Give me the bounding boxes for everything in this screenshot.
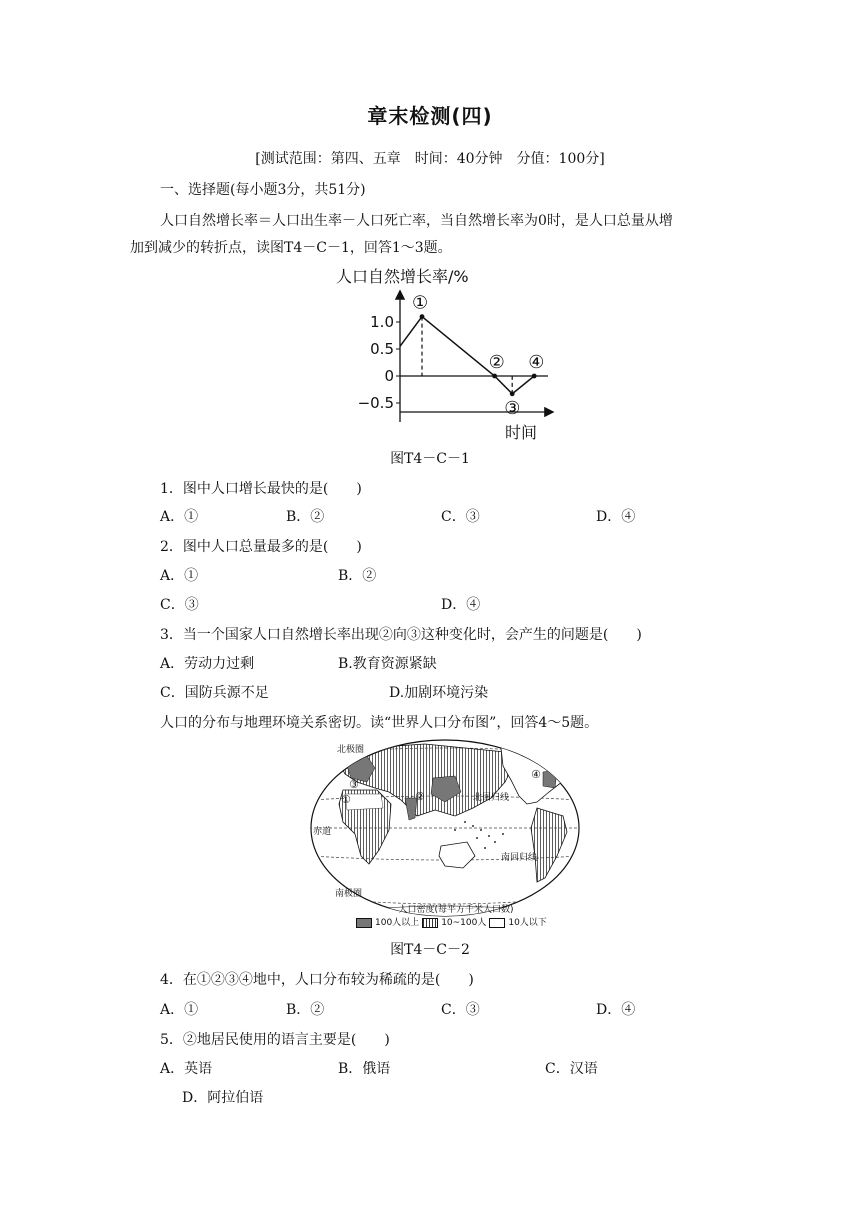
q3-option-c[interactable]: C．国防兵源不足 (160, 685, 269, 701)
q4-option-b[interactable]: B．② (286, 1002, 325, 1018)
intro-1-line-2: 加到减少的转折点，读图T4－C－1，回答1～3题。 (130, 240, 452, 256)
chart-ylabel: 人口自然增长率/% (336, 267, 469, 286)
label-equator: 赤道 (313, 827, 332, 837)
chart-xlabel: 时间 (505, 423, 538, 442)
legend-swatch-sparse (489, 918, 505, 928)
q3-stem: 3．当一个国家人口自然增长率出现②向③这种变化时，会产生的问题是( ) (160, 627, 642, 643)
q1-option-c[interactable]: C．③ (441, 509, 480, 525)
q1-option-d[interactable]: D．④ (596, 509, 636, 525)
point-label: ③ (504, 397, 521, 419)
page-title: 章末检测(四) (367, 104, 493, 128)
q5-option-c[interactable]: C．汉语 (545, 1061, 598, 1077)
label-north-polar: 北极圈 (337, 745, 365, 755)
data-point (492, 374, 497, 379)
legend-title: 人口密度(每平方千米人口数) (398, 905, 514, 915)
marker-1: ① (341, 793, 351, 806)
q2-option-d[interactable]: D．④ (441, 597, 481, 613)
legend-label-dense: 100人以上 (375, 918, 420, 928)
point-label: ② (488, 352, 505, 373)
label-tropic-capricorn: 南回归线 (501, 853, 538, 863)
q1-option-b[interactable]: B．② (286, 509, 325, 525)
q5-option-d[interactable]: D．阿拉伯语 (182, 1090, 264, 1106)
q2-option-a[interactable]: A．① (160, 568, 199, 584)
q3-option-b[interactable]: B.教育资源紧缺 (338, 656, 437, 672)
q5-option-b[interactable]: B．俄语 (338, 1061, 391, 1077)
q4-option-a[interactable]: A．① (160, 1002, 199, 1018)
q4-option-c[interactable]: C．③ (441, 1002, 480, 1018)
legend-swatch-medium (422, 918, 438, 928)
map-legend (356, 904, 556, 929)
point-label: ① (412, 292, 429, 314)
data-point (420, 314, 425, 319)
figure-2-caption: 图T4－C－2 (390, 942, 470, 958)
figure-1-caption: 图T4－C－1 (390, 451, 470, 467)
marker-4: ④ (531, 768, 541, 781)
q3-option-d[interactable]: D.加剧环境污染 (389, 685, 489, 701)
data-point (532, 374, 537, 379)
q2-option-b[interactable]: B．② (338, 568, 377, 584)
q3-option-a[interactable]: A．劳动力过剩 (160, 656, 255, 672)
marker-2: ② (415, 790, 425, 803)
q5-option-a[interactable]: A．英语 (160, 1061, 213, 1077)
marker-3: ③ (349, 778, 359, 791)
growth-rate-chart (320, 262, 570, 447)
legend-label-sparse: 10人以下 (508, 918, 547, 928)
intro-2: 人口的分布与地理环境关系密切。读“世界人口分布图”，回答4～5题。 (160, 715, 599, 731)
point-label: ④ (528, 352, 545, 373)
q1-stem: 1．图中人口增长最快的是( ) (160, 481, 362, 497)
y-tick-label: 1.0 (370, 313, 394, 331)
q2-stem: 2．图中人口总量最多的是( ) (160, 539, 362, 555)
label-south-polar: 南极圈 (335, 889, 363, 899)
series-line (400, 317, 534, 394)
legend-swatch-dense (356, 918, 372, 928)
data-point (510, 391, 515, 396)
q1-option-a[interactable]: A．① (160, 509, 199, 525)
section-heading: 一、选择题(每小题3分，共51分) (160, 182, 366, 198)
legend-label-medium: 10~100人 (441, 918, 487, 928)
y-tick-label: −0.5 (357, 394, 394, 412)
q4-stem: 4．在①②③④地中，人口分布较为稀疏的是( ) (160, 972, 474, 988)
y-tick-label: 0 (384, 367, 394, 385)
intro-1-line-1: 人口自然增长率＝人口出生率－人口死亡率，当自然增长率为0时，是人口总量从增 (160, 213, 673, 229)
q5-stem: 5．②地居民使用的语言主要是( ) (160, 1032, 390, 1048)
q2-option-c[interactable]: C．③ (160, 597, 199, 613)
y-tick-label: 0.5 (370, 340, 394, 358)
label-tropic-cancer: 北回归线 (473, 793, 510, 803)
q4-option-d[interactable]: D．④ (596, 1002, 636, 1018)
test-meta: [测试范围：第四、五章 时间：40分钟 分值：100分] (255, 151, 605, 167)
